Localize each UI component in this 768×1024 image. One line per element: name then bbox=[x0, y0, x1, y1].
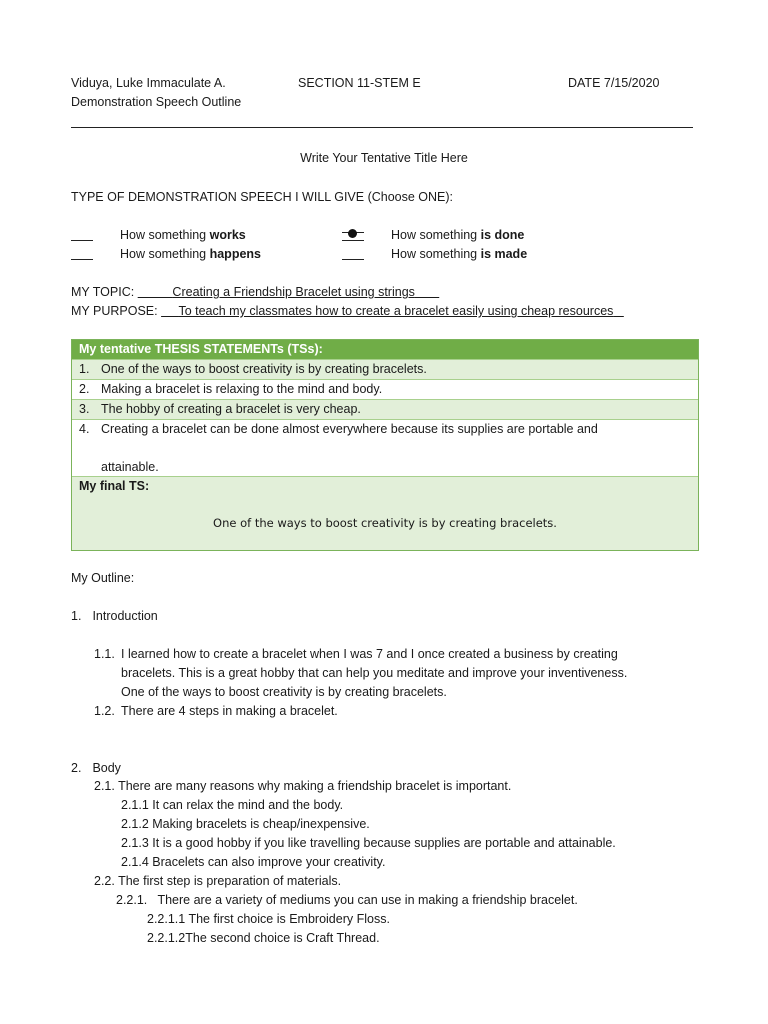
final-ts-cell bbox=[72, 476, 698, 550]
option-blank bbox=[342, 247, 364, 260]
option-works[interactable]: How something works bbox=[71, 228, 246, 242]
table-row: 3. The hobby of creating a bracelet is very cheap. bbox=[72, 399, 698, 419]
outline-label: My Outline: bbox=[71, 571, 135, 585]
final-ts-text: One of the ways to boost creativity is by creating bracelets. bbox=[213, 516, 557, 530]
body-item-2-1: 2.1. There are many reasons why making a friendship bracelet is important. bbox=[94, 779, 512, 793]
intro-item-1-line: bracelets. This is a great hobby that can help you meditate and improve your inventiveness. bbox=[121, 666, 628, 680]
final-ts-label: My final TS: bbox=[79, 479, 150, 493]
outline-body: 2. Body bbox=[71, 761, 121, 775]
option-happens[interactable]: How something happens bbox=[71, 247, 261, 261]
option-blank bbox=[71, 228, 93, 241]
table-row: 4. Creating a bracelet can be done almost everywhere because its supplies are portable and attainable. bbox=[72, 419, 698, 476]
bullet-icon bbox=[348, 229, 357, 238]
option-is-done[interactable]: How something is done bbox=[342, 228, 524, 242]
body-subitem: 2.1.4 Bracelets can also improve your creativity. bbox=[121, 855, 386, 869]
table-row: 2. Making a bracelet is relaxing to the mind and body. bbox=[72, 379, 698, 399]
option-blank bbox=[71, 247, 93, 260]
table-row: 1. One of the ways to boost creativity is by creating bracelets. bbox=[72, 359, 698, 379]
intro-item-1-number: 1.1. bbox=[94, 647, 115, 661]
type-prompt: TYPE OF DEMONSTRATION SPEECH I WILL GIVE (Choose ONE): bbox=[71, 190, 454, 204]
intro-item-1-line: I learned how to create a bracelet when I was 7 and I once created a business by creating bbox=[121, 647, 618, 661]
purpose-value: To teach my classmates how to create a bracelet easily using cheap resources bbox=[178, 304, 614, 318]
document-title: Demonstration Speech Outline bbox=[71, 95, 242, 109]
outline-introduction: 1. Introduction bbox=[71, 609, 158, 623]
topic-value: Creating a Friendship Bracelet using strings bbox=[172, 285, 415, 299]
body-subitem: 2.1.2 Making bracelets is cheap/inexpensive. bbox=[121, 817, 370, 831]
student-name: Viduya, Luke Immaculate A. bbox=[71, 76, 226, 90]
date-label: DATE 7/15/2020 bbox=[568, 76, 660, 90]
intro-item-1-line: One of the ways to boost creativity is by creating bracelets. bbox=[121, 685, 447, 699]
intro-item-2: There are 4 steps in making a bracelet. bbox=[121, 704, 338, 718]
thesis-table bbox=[71, 339, 699, 551]
tentative-title: Write Your Tentative Title Here bbox=[300, 151, 468, 165]
section-label: SECTION 11-STEM E bbox=[298, 76, 421, 90]
purpose-line: MY PURPOSE: To teach my classmates how to create a bracelet easily using cheap resources bbox=[71, 304, 614, 318]
body-item-2-2-1: 2.2.1. There are a variety of mediums you can use in making a friendship bracelet. bbox=[116, 893, 578, 907]
body-subitem: 2.1.3 It is a good hobby if you like travelling because supplies are portable and attainable. bbox=[121, 836, 616, 850]
body-subitem: 2.1.1 It can relax the mind and the body. bbox=[121, 798, 344, 812]
body-item-2-2: 2.2. The first step is preparation of materials. bbox=[94, 874, 342, 888]
header-divider bbox=[71, 127, 693, 128]
option-is-made[interactable]: How something is made bbox=[342, 247, 527, 261]
body-subsubitem: 2.2.1.1 The first choice is Embroidery Floss. bbox=[147, 912, 390, 926]
body-subsubitem: 2.2.1.2The second choice is Craft Thread. bbox=[147, 931, 380, 945]
thesis-table-header: My tentative THESIS STATEMENTs (TSs): bbox=[72, 340, 698, 359]
selected-mark bbox=[342, 228, 364, 241]
intro-item-2-number: 1.2. bbox=[94, 704, 115, 718]
topic-line: MY TOPIC: Creating a Friendship Bracelet using strings bbox=[71, 285, 415, 299]
